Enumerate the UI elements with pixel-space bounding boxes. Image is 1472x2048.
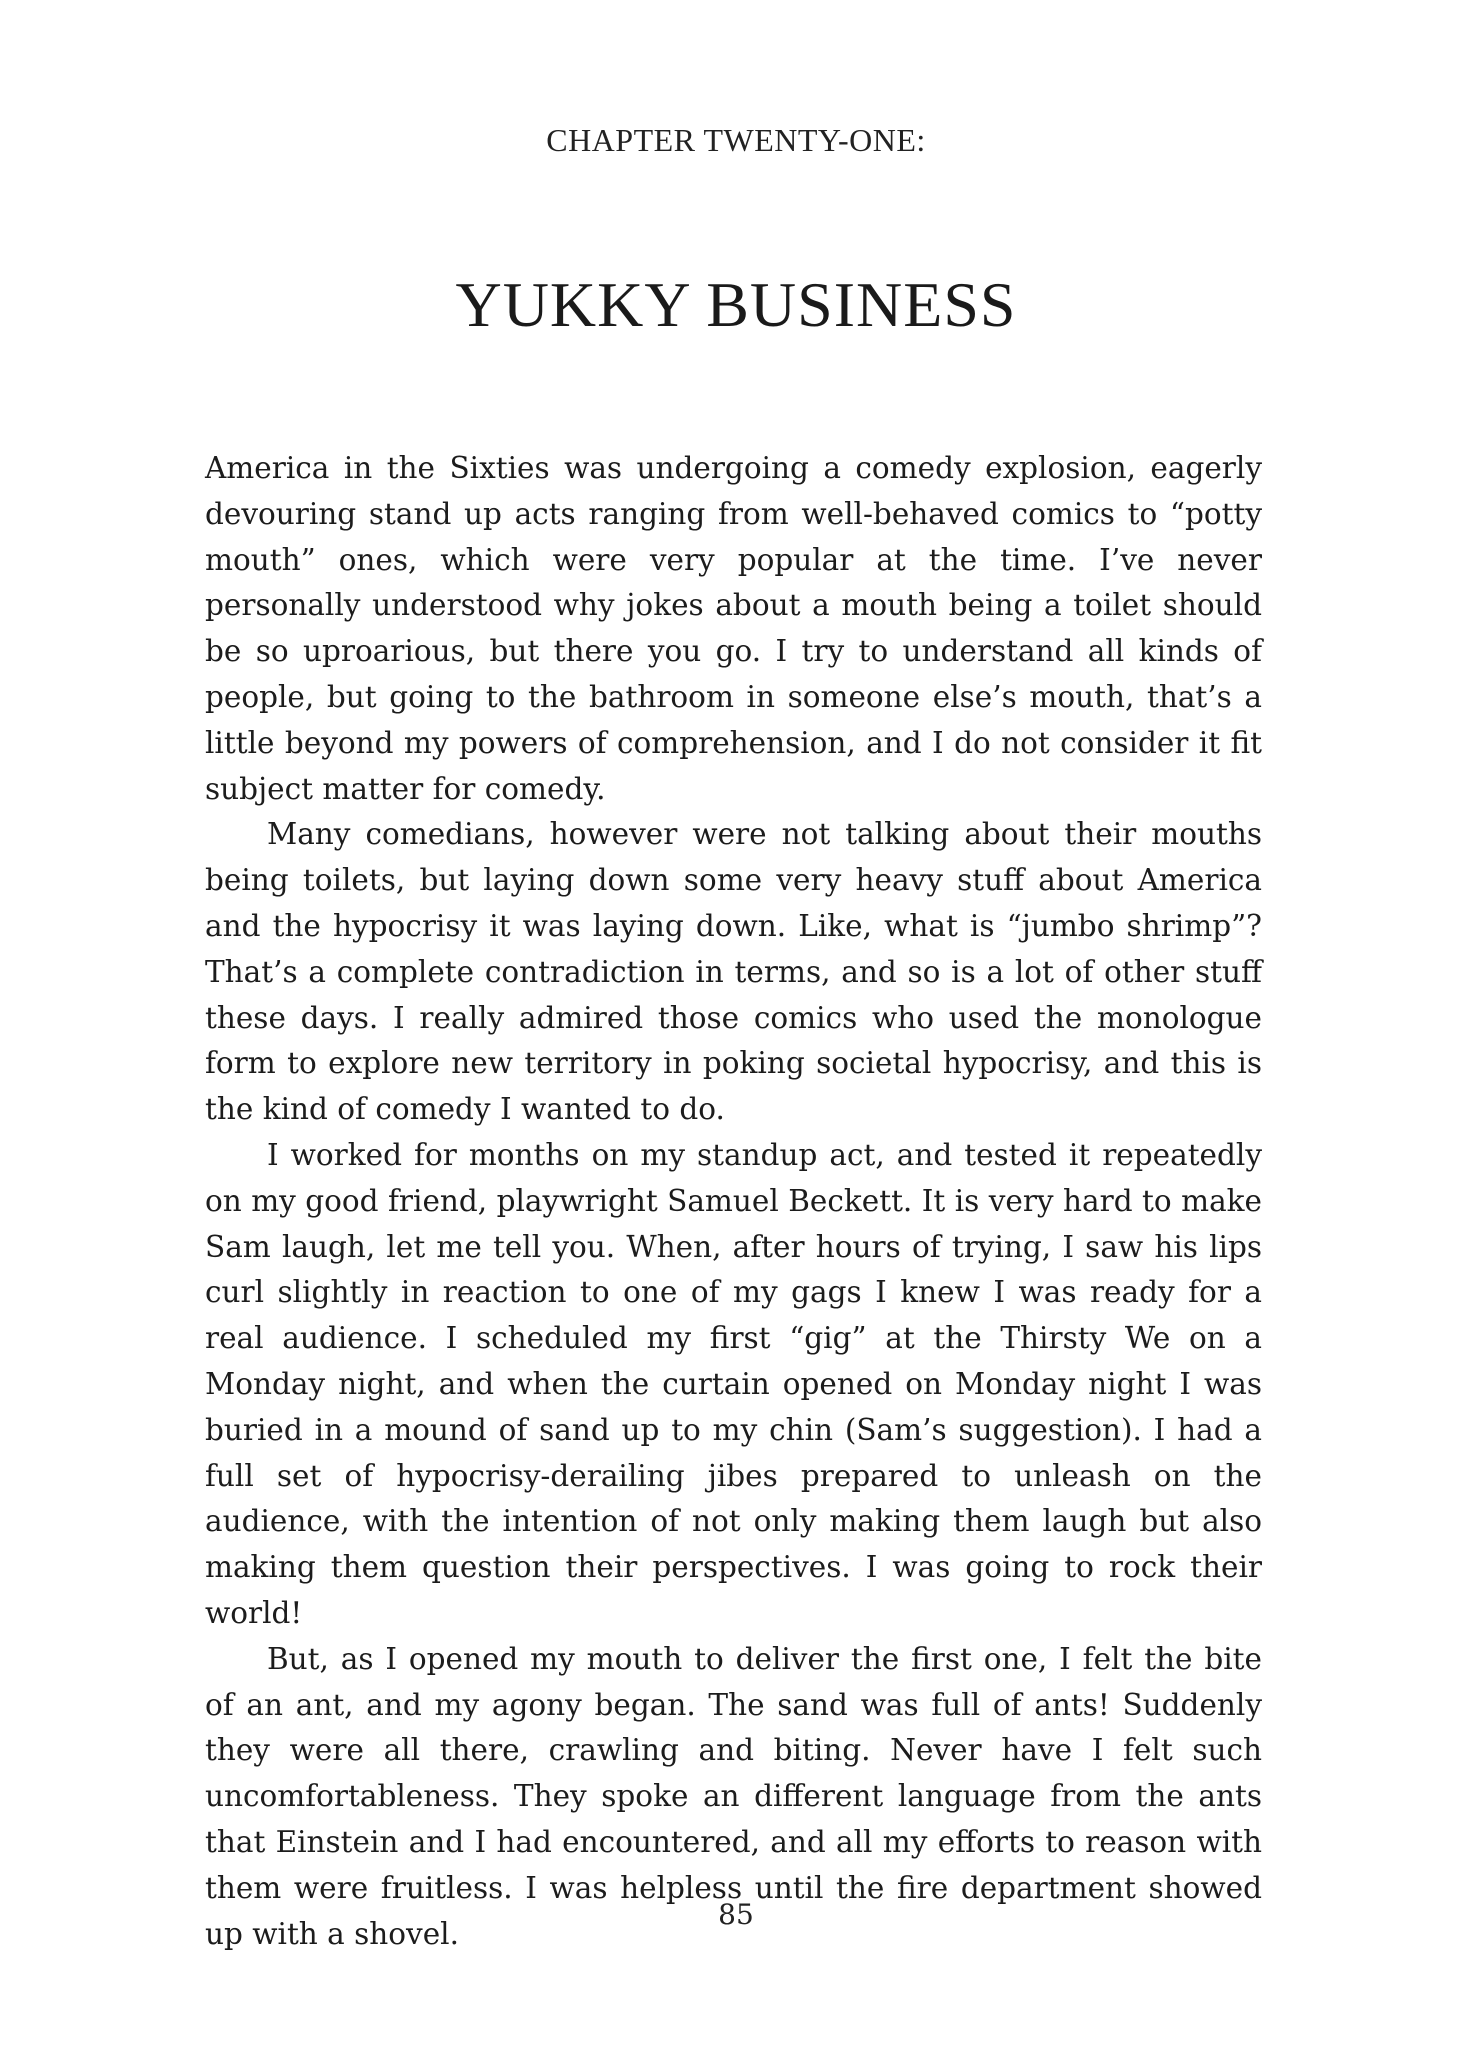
paragraph-4: But, as I opened my mouth to deliver the first one, I felt the bite of an ant, and my agony began. The sand was full of ants! Suddenly they were all there, crawling and biting. Never have I felt such uncomfortableness. They spoke an different language from the ants that Einstein and I had encountered, and all my efforts to reason with them were fruitless. I was helpless until the fire department showed up with a shovel. xyxy=(205,1641,1262,1951)
chapter-label: CHAPTER TWENTY-ONE: xyxy=(546,122,926,158)
chapter-title: YUKKY BUSINESS xyxy=(455,269,1017,340)
paragraph-2: Many comedians, however were not talking about their mouths being toilets, but laying down some very heavy stuff about America and the hypocrisy it was laying down. Like, what is “jumbo shrimp”? That’s a complete contradiction in terms, and so is a lot of other stuff these days. I really admired those comics who used the monologue form to explore new territory in poking societal hypocrisy, and this is the kind of comedy I wanted to do. xyxy=(205,817,1262,1127)
chapter-body xyxy=(205,446,1262,1957)
paragraph-1: America in the Sixties was undergoing a comedy explosion, eagerly devouring stand up acts ranging from well-behaved comics to “potty mouth” ones, which were very popular at the time. I’ve never personally understood why jokes about a mouth being a toilet should be so uproarious, but there you go. I try to understand all kinds of people, but going to the bathroom in someone else’s mouth, that’s a little beyond my powers of comprehension, and I do not consider it fit subject matter for comedy. xyxy=(205,451,1262,806)
paragraph-3: I worked for months on my standup act, and tested it repeatedly on my good friend, playwright Samuel Beckett. It is very hard to make Sam laugh, let me tell you. When, after hours of trying, I saw his lips curl slightly in reaction to one of my gags I knew I was ready for a real audience. I scheduled my first “gig” at the Thirsty We on a Monday night, and when the curtain opened on Monday night I was buried in a mound of sand up to my chin (Sam’s suggestion). I had a full set of hypocrisy-derailing jibes prepared to unleash on the audience, with the intention of not only making them laugh but also making them question their perspectives. I was going to rock their world! xyxy=(205,1137,1262,1630)
page-number: 85 xyxy=(718,1898,754,1931)
